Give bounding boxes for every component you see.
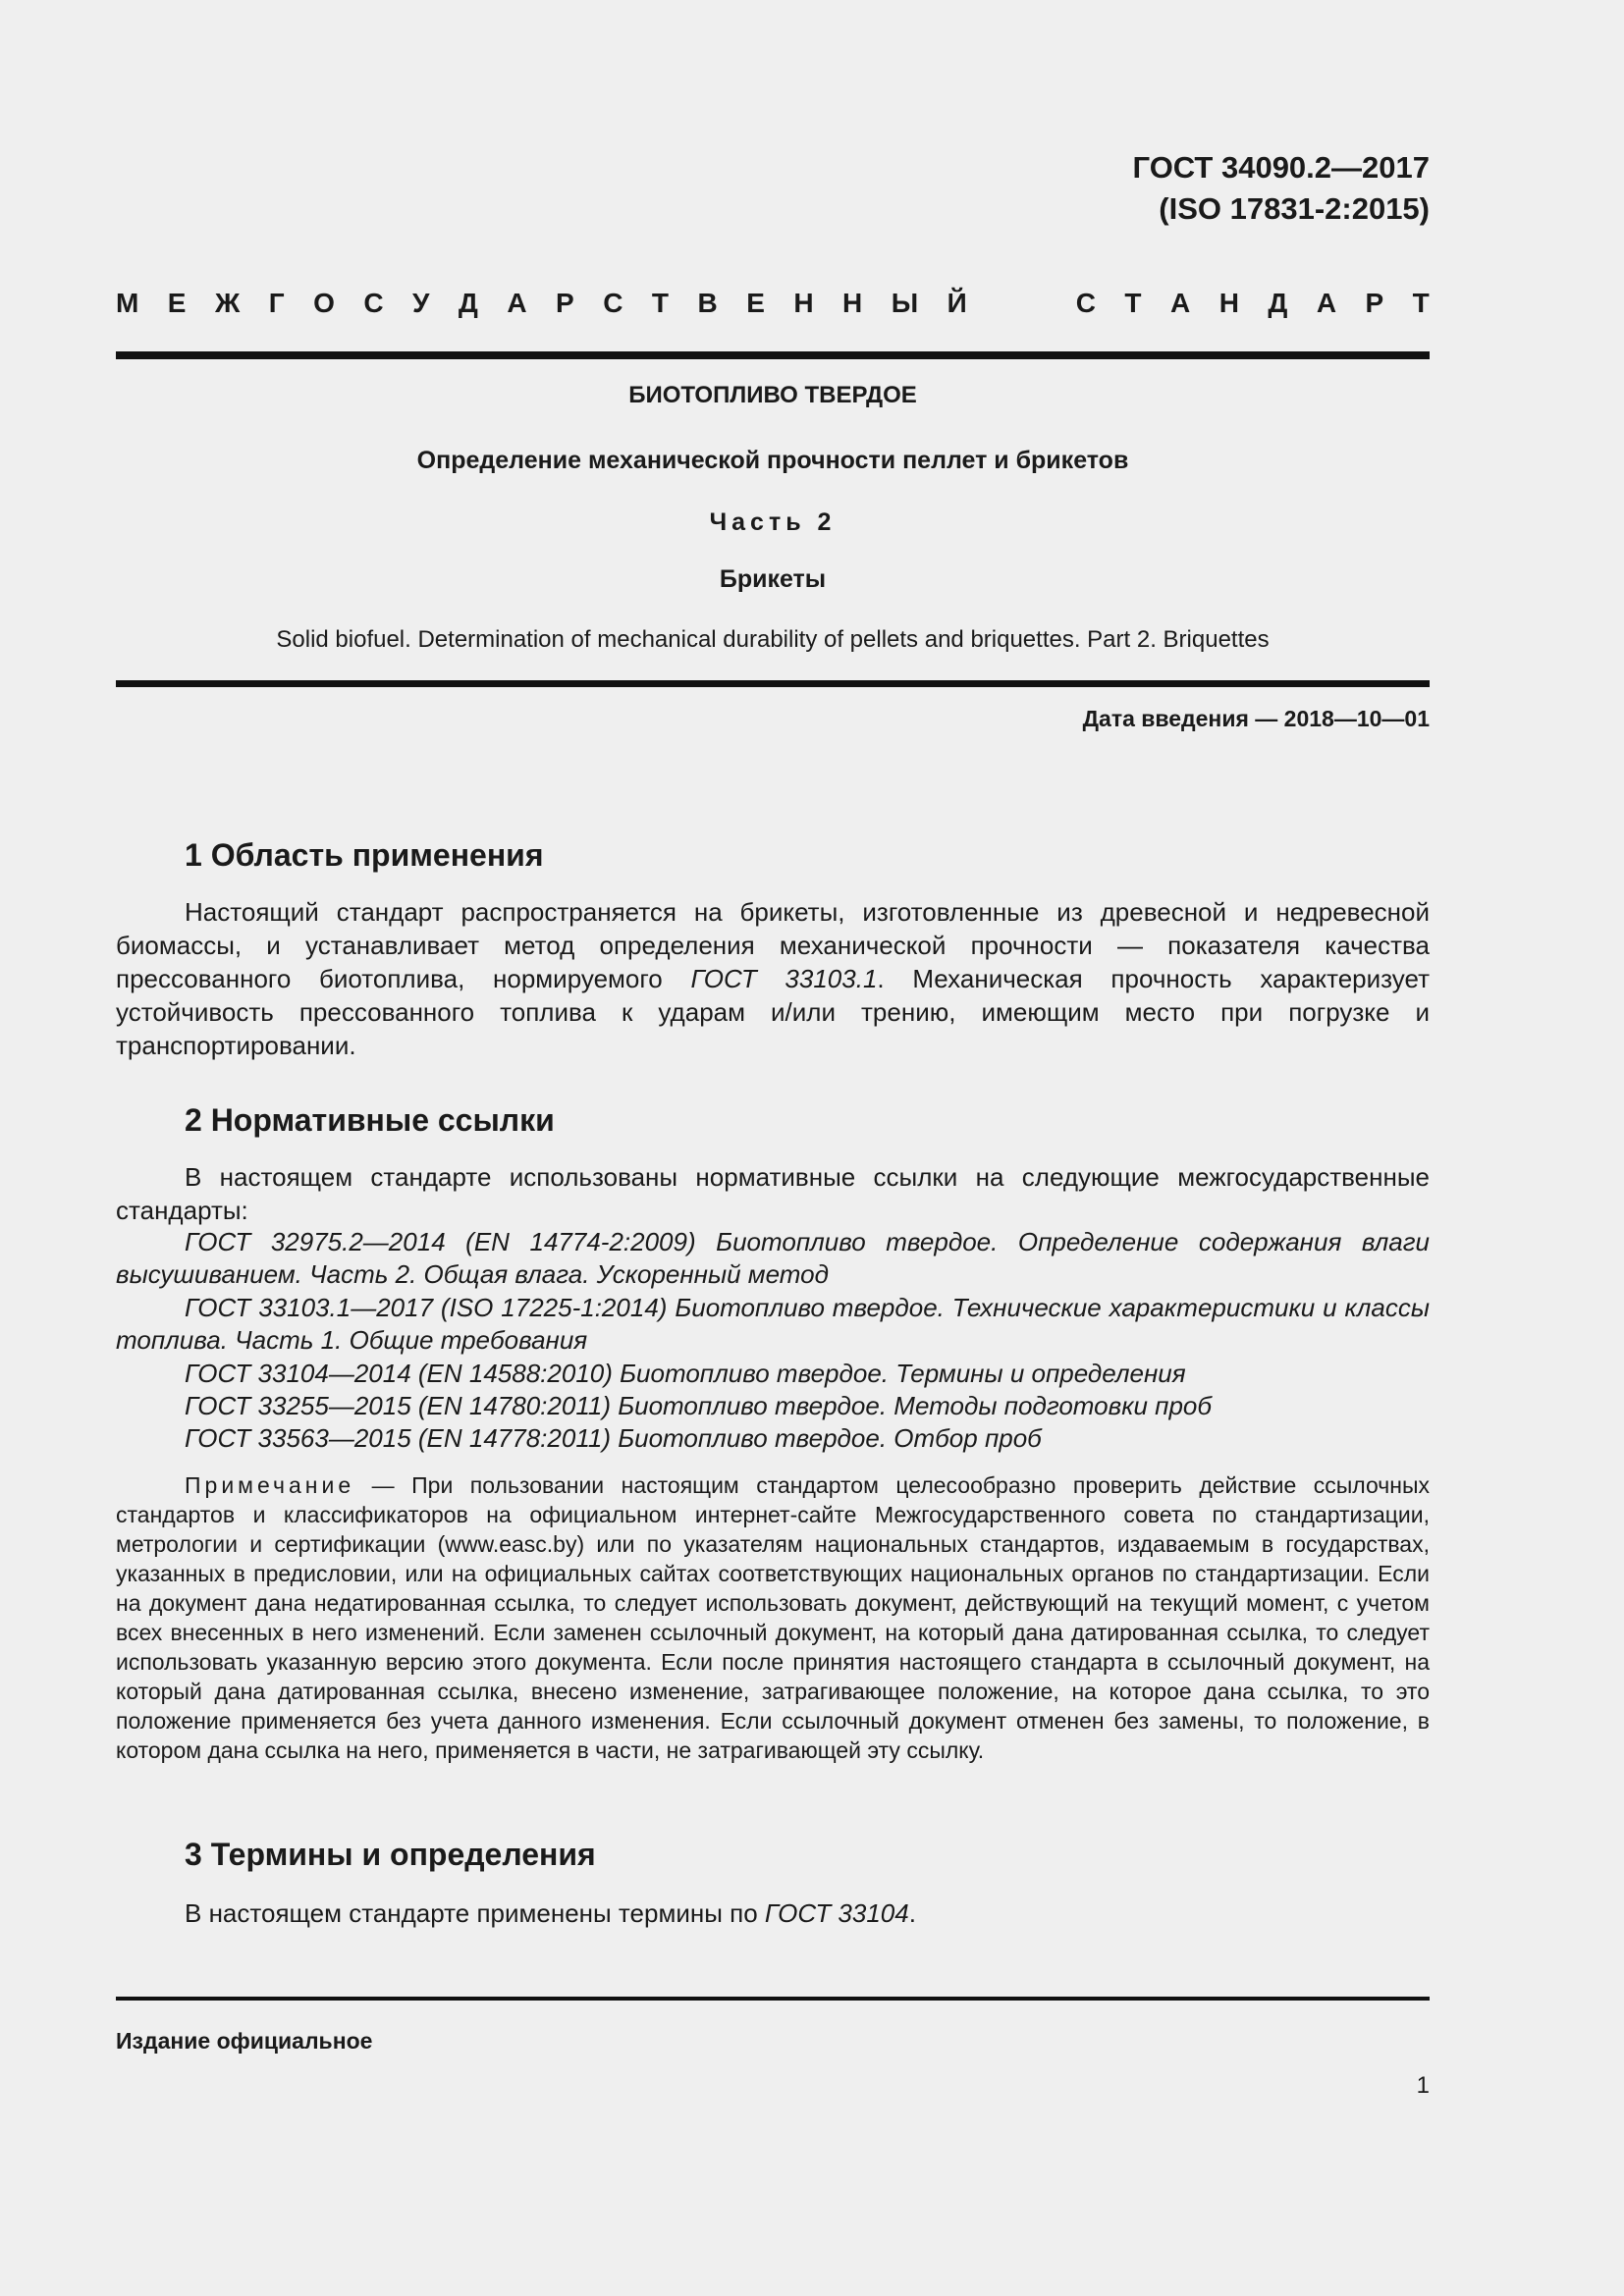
- document-page: [116, 0, 1430, 2296]
- section-3-text-before: В настоящем стандарте применены термины по: [185, 1898, 765, 1928]
- title-main: БИОТОПЛИВО ТВЕРДОЕ: [628, 382, 917, 408]
- letter: У: [412, 288, 430, 318]
- letter: Н: [842, 288, 863, 318]
- part-label: Часть 2: [709, 508, 837, 536]
- note-paragraph: [116, 1470, 1430, 1765]
- reference-item: ГОСТ 33563—2015 (EN 14778:2011) Биотопливо твердое. Отбор проб: [185, 1423, 1042, 1453]
- english-title: Solid biofuel. Determination of mechanical durability of pellets and briquettes. Part 2. Briquettes: [276, 626, 1270, 653]
- letter: Н: [793, 288, 814, 318]
- section-1-paragraph: [116, 895, 1430, 1062]
- iso-number: (ISO 17831-2:2015): [1159, 191, 1430, 226]
- reference-item: ГОСТ 33103.1—2017 (ISO 17225-1:2014) Биотопливо твердое. Технические характеристики и классы топлива. Часть 1. Общие требования: [116, 1293, 1430, 1355]
- letter: Е: [746, 288, 765, 318]
- reference-item: ГОСТ 32975.2—2014 (EN 14774-2:2009) Биотопливо твердое. Определение содержания влаги высушиванием. Часть 2. Общая влага. Ускоренный метод: [116, 1227, 1430, 1289]
- letter: Ж: [214, 288, 241, 318]
- letter: С: [1075, 288, 1096, 318]
- letter: А: [1316, 288, 1337, 318]
- letter: А: [507, 288, 527, 318]
- title-subtitle: Определение механической прочности пеллет и брикетов: [416, 447, 1129, 474]
- section-1-text-after: . Механическая прочность характеризует устойчивость прессованного топлива к ударам и/или трению, имеющим место при погрузке и транспортировании.: [116, 964, 1430, 1060]
- section-1-heading: 1 Область применения: [185, 837, 544, 873]
- letter: Т: [1124, 288, 1142, 318]
- section-1-reference: ГОСТ 33103.1: [690, 964, 878, 993]
- title-divider: [116, 680, 1430, 687]
- page-number: 1: [1416, 2072, 1430, 2099]
- standard-kind-heading: [116, 287, 1430, 320]
- top-divider: [116, 351, 1430, 359]
- introduction-date: Дата введения — 2018—10—01: [1082, 706, 1430, 731]
- letter: С: [603, 288, 623, 318]
- letter: Н: [1218, 288, 1239, 318]
- note-label: Примечание: [185, 1472, 355, 1498]
- letter: Т: [651, 288, 670, 318]
- letter: Е: [167, 288, 187, 318]
- section-2-intro: В настоящем стандарте использованы нормативные ссылки на следующие межгосударственные стандарты:: [116, 1162, 1430, 1225]
- letter: А: [1169, 288, 1191, 318]
- section-2-heading: 2 Нормативные ссылки: [185, 1102, 555, 1138]
- section-1-text-before: Настоящий стандарт распространяется на брикеты, изготовленные из древесной и недревесной биомассы, и устанавливает метод определения механической прочности — показателя качества прессованного биотоплива, нормируемого: [116, 897, 1430, 993]
- letter: Ы: [891, 288, 919, 318]
- document-number-block: [1133, 147, 1430, 230]
- letter: О: [313, 288, 335, 318]
- letter: С: [363, 288, 384, 318]
- letter: Т: [1412, 288, 1430, 318]
- section-3-reference: ГОСТ 33104: [764, 1898, 909, 1928]
- word-gap: [996, 287, 1047, 320]
- footer-divider: [116, 1997, 1430, 2001]
- official-edition-label: Издание официальное: [116, 2028, 373, 2054]
- reference-item: ГОСТ 33255—2015 (EN 14780:2011) Биотопливо твердое. Методы подготовки проб: [185, 1391, 1213, 1420]
- reference-item: ГОСТ 33104—2014 (EN 14588:2010) Биотопливо твердое. Термины и определения: [185, 1359, 1186, 1388]
- letter: Р: [1365, 288, 1384, 318]
- section-3-paragraph: [116, 1896, 1430, 1930]
- letter: Р: [556, 288, 574, 318]
- letter: Г: [268, 288, 285, 318]
- letter: Й: [947, 288, 967, 318]
- letter: Д: [458, 288, 478, 318]
- letter: Д: [1268, 288, 1288, 318]
- letter: М: [116, 288, 139, 318]
- letter: В: [697, 288, 718, 318]
- note-text: — При пользовании настоящим стандартом целесообразно проверить действие ссылочных стандартов и классификаторов на официальном интернет-сайте Межгосударственного совета по стандартизации, метрологии и сертификации (www.easc.by) или по указателям национальных стандартов, издаваемым в государствах, указанных в предисловии, или на официальных сайтах соответствующих национальных органов по стандартизации. Если на документ дана недатированная ссылка, то следует использовать документ, действующий на текущий момент, с учетом всех внесенных в него изменений. Если заменен ссылочный документ, на который дана датированная ссылка, то следует использовать указанную версию этого документа. Если после принятия настоящего стандарта в ссылочный документ, на который дана датированная ссылка, внесено изменение, затрагивающее положение, на которое дана ссылка, то это положение применяется без учета данного изменения. Если ссылочный документ отменен без замены, то положение, в котором дана ссылка на него, применяется в части, не затрагивающей эту ссылку.: [116, 1472, 1430, 1763]
- section-3-heading: 3 Термины и определения: [185, 1837, 596, 1872]
- section-3-text-after: .: [908, 1898, 916, 1928]
- part-name: Брикеты: [719, 565, 827, 593]
- gost-number: ГОСТ 34090.2—2017: [1132, 150, 1430, 185]
